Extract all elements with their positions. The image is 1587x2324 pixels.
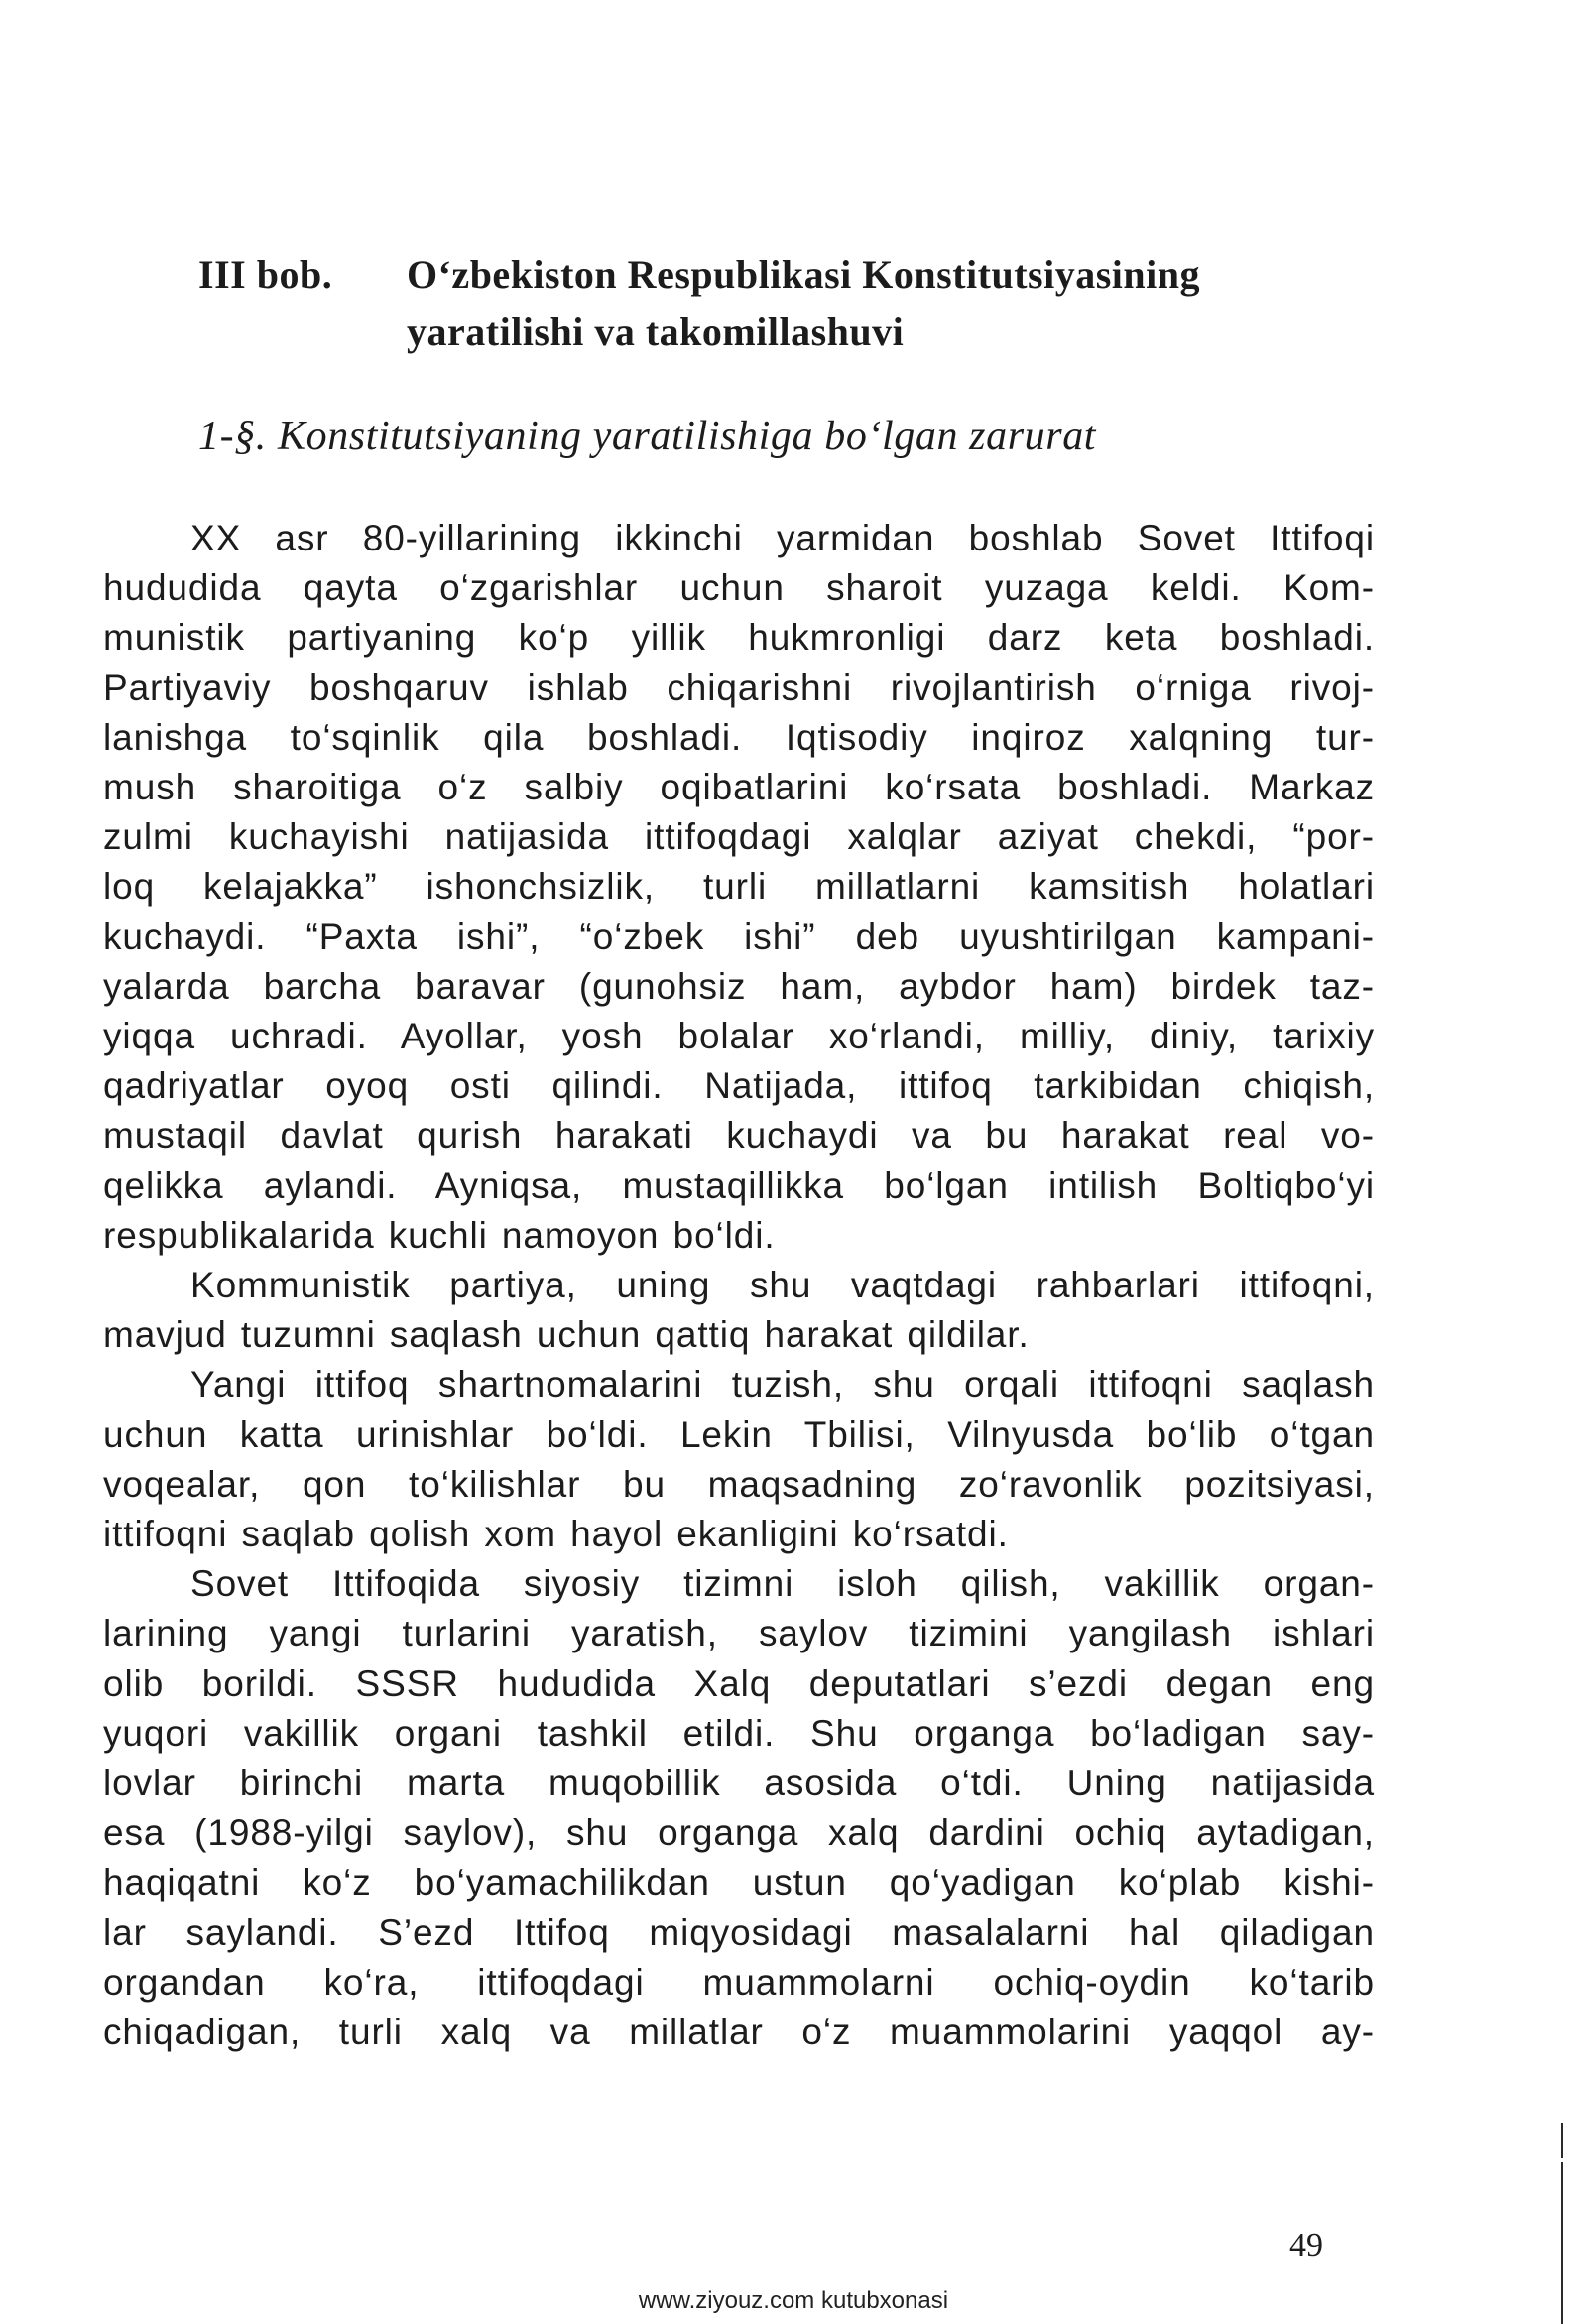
paragraph-line: munistik partiyaning ko‘p yillik hukmronligi darz keta boshladi. <box>103 617 1375 659</box>
paragraph-line: Kommunistik partiya, uning shu vaqtdagi rahbarlari ittifoqni, <box>190 1265 1375 1306</box>
paragraph-line: lovlar birinchi marta muqobillik asosida o‘tdi. Uning natijasida <box>103 1763 1375 1804</box>
paragraph-line: Sovet Ittifoqida siyosiy tizimni isloh qilish, vakillik organ- <box>190 1563 1375 1605</box>
paragraph-line: lanishga to‘sqinlik qila boshladi. Iqtisodiy inqiroz xalqning tur- <box>103 716 1375 758</box>
footer-source-text: www.ziyouz.com kutubxonasi <box>638 2287 949 2314</box>
paragraph-line: larining yangi turlarini yaratish, saylov tizimini yangilash ishlari <box>103 1613 1375 1654</box>
chapter-title-line-1: O‘zbekiston Respublikasi Konstitutsiyasining <box>407 252 1200 297</box>
paragraph-line: mustaqil davlat qurish harakati kuchaydi va bu harakat real vo- <box>103 1115 1375 1157</box>
paragraph-line: yiqqa uchradi. Ayollar, yosh bolalar xo‘rlandi, milliy, diniy, tarixiy <box>103 1016 1375 1057</box>
paragraph-line: mavjud tuzumni saqlash uchun qattiq harakat qildilar. <box>103 1314 1030 1356</box>
paragraph-line: qelikka aylandi. Ayniqsa, mustaqillikka bo‘lgan intilish Boltiqbo‘yi <box>103 1164 1375 1206</box>
paragraph-line: yalarda barcha baravar (gunohsiz ham, aybdor ham) birdek taz- <box>103 965 1375 1007</box>
paragraph-line: hududida qayta o‘zgarishlar uchun sharoit yuzaga keldi. Kom- <box>103 567 1375 609</box>
paragraph-line: haqiqatni ko‘z bo‘yamachilikdan ustun qo‘yadigan ko‘plab kishi- <box>103 1862 1375 1903</box>
page-edge-mark <box>1561 2162 1563 2324</box>
paragraph-line: organdan ko‘ra, ittifoqdagi muammolarni ochiq-oydin ko‘tarib <box>103 1961 1375 2003</box>
chapter-heading <box>198 246 1418 361</box>
paragraph-line: zulmi kuchayishi natijasida ittifoqdagi xalqlar aziyat chekdi, “por- <box>103 816 1375 858</box>
page-number: 49 <box>1289 2227 1323 2263</box>
paragraph-line: chiqadigan, turli xalq va millatlar o‘z muammolarini yaqqol ay- <box>103 2012 1375 2053</box>
paragraph-line: Yangi ittifoq shartnomalarini tuzish, shu orqali ittifoqni saqlash <box>190 1364 1375 1406</box>
paragraph-line: respublikalarida kuchli namoyon bo‘ldi. <box>103 1214 776 1256</box>
paragraph-line: Partiyaviy boshqaruv ishlab chiqarishni rivojlantirish o‘rniga rivoj- <box>103 667 1375 708</box>
paragraph-line: qadriyatlar oyoq osti qilindi. Natijada, ittifoq tarkibidan chiqish, <box>103 1065 1375 1107</box>
paragraph-line: mush sharoitiga o‘z salbiy oqibatlarini ko‘rsata boshladi. Markaz <box>103 767 1375 808</box>
page-edge-mark <box>1561 2123 1563 2158</box>
paragraph-line: kuchaydi. “Paxta ishi”, “o‘zbek ishi” deb uyushtirilgan kampani- <box>103 916 1375 957</box>
chapter-title-line-2: yaratilishi va takomillashuvi <box>407 309 905 354</box>
paragraph-line: uchun katta urinishlar bo‘ldi. Lekin Tbilisi, Vilnyusda bo‘lib o‘tgan <box>103 1413 1375 1455</box>
paragraph-line: XX asr 80-yillarining ikkinchi yarmidan boshlab Sovet Ittifoqi <box>190 518 1375 558</box>
paragraph-line: loq kelajakka” ishonchsizlik, turli millatlarni kamsitish holatlari <box>103 866 1375 908</box>
paragraph-line: esa (1988-yilgi saylov), shu organga xalq dardini ochiq aytadigan, <box>103 1812 1375 1854</box>
body-text <box>103 514 1375 2057</box>
paragraph-line: ittifoqni saqlab qolish xom hayol ekanligini ko‘rsatdi. <box>103 1514 1009 1555</box>
paragraph-line: yuqori vakillik organi tashkil etildi. Shu organga bo‘ladigan say- <box>103 1712 1375 1754</box>
chapter-number: III bob. <box>198 252 333 297</box>
paragraph-line: lar saylandi. S’ezd Ittifoq miqyosidagi masalalarni hal qiladigan <box>103 1911 1375 1953</box>
paragraph-line: olib borildi. SSSR hududida Xalq deputatlari s’ezdi degan eng <box>103 1662 1375 1704</box>
section-heading: 1-§. Konstitutsiyaning yaratilishiga bo‘lgan zarurat <box>198 414 1097 459</box>
paragraph-line: voqealar, qon to‘kilishlar bu maqsadning zo‘ravonlik pozitsiyasi, <box>103 1463 1375 1505</box>
